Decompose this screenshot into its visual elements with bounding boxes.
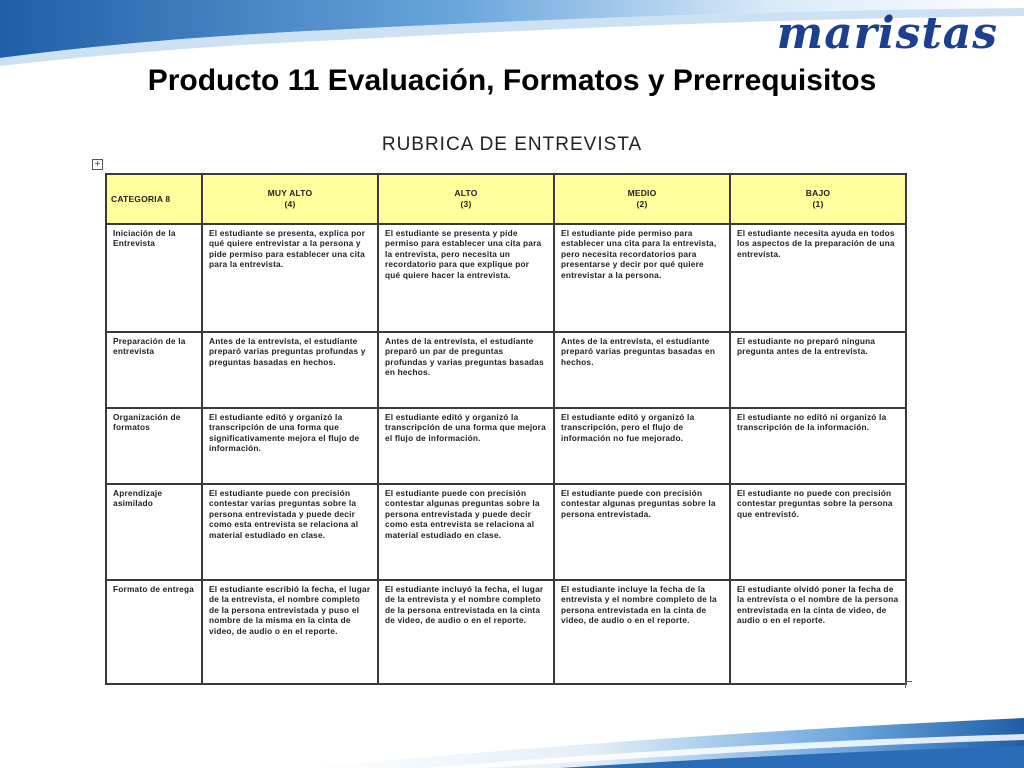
table-cell: Antes de la entrevista, el estudiante preparó un par de preguntas profundas y varias preguntas basadas en hechos. [378,332,554,408]
header-category: CATEGORIA 8 [106,174,202,224]
level-score: (3) [460,199,472,209]
table-cell: El estudiante escribió la fecha, el lugar de la entrevista, el nombre completo de la persona entrevistada y puso el nombre de la misma en la cinta de video, de audio o en el reporte. [202,580,378,684]
table-row [106,332,906,408]
table-cell: El estudiante no preparó ninguna pregunta antes de la entrevista. [730,332,906,408]
rubric-table [105,173,907,685]
level-name: MUY ALTO [267,188,313,198]
table-row [106,408,906,484]
table-cell: El estudiante puede con precisión contestar algunas preguntas sobre la persona entrevistada. [554,484,730,580]
table-row [106,224,906,332]
footer-wave-band [0,678,1024,768]
row-category: Formato de entrega [106,580,202,684]
header-level-4 [202,174,378,224]
table-row [106,580,906,684]
header-level-2 [554,174,730,224]
table-cell: El estudiante puede con precisión contestar varias preguntas sobre la persona entrevistada y puede decir como esta entrevista se relaciona al material estudiado en clase. [202,484,378,580]
table-cell: El estudiante incluyó la fecha, el lugar de la entrevista y el nombre completo de la persona entrevistada en la cinta de video, de audio o en el reporte. [378,580,554,684]
table-move-handle-icon[interactable]: + [92,159,103,170]
table-cell: El estudiante puede con precisión contestar algunas preguntas sobre la persona entrevistada y puede decir como esta entrevista se relaciona al material estudiado en clase. [378,484,554,580]
row-category: Aprendizaje asimilado [106,484,202,580]
row-category: Organización de formatos [106,408,202,484]
maristas-logo: maristas [776,8,998,59]
rubric-title [0,134,1024,156]
table-cell: Antes de la entrevista, el estudiante preparó varias preguntas basadas en hechos. [554,332,730,408]
table-cell: El estudiante pide permiso para establecer una cita para la entrevista, pero necesita recordatorios para presentarse y decir por qué quiere entrevistar a la persona. [554,224,730,332]
header-level-3 [378,174,554,224]
level-score: (2) [636,199,648,209]
table-cell: El estudiante incluye la fecha de la entrevista y el nombre completo de la persona entrevistada en la cinta de video, de audio o en el reporte. [554,580,730,684]
slide-title: Producto 11 Evaluación, Formatos y Prerrequisitos [147,64,877,97]
header-level-1 [730,174,906,224]
table-cell: El estudiante olvidó poner la fecha de la entrevista o el nombre de la persona entrevistada en la cinta de video, de audio o en el reporte. [730,580,906,684]
table-row [106,484,906,580]
row-category: Preparación de la entrevista [106,332,202,408]
table-cell: El estudiante editó y organizó la transcripción, pero el flujo de información no fue mejorado. [554,408,730,484]
rubric-header-row [106,174,906,224]
table-cell: Antes de la entrevista, el estudiante preparó varias preguntas profundas y preguntas basadas en hechos. [202,332,378,408]
table-cell: El estudiante no editó ni organizó la transcripción de la información. [730,408,906,484]
table-cell: El estudiante editó y organizó la transcripción de una forma que significativamente mejora el flujo de información. [202,408,378,484]
table-cell: El estudiante editó y organizó la transcripción de una forma que mejora el flujo de información. [378,408,554,484]
rubric-title-text: RUBRICA DE ENTREVISTA [381,134,643,155]
table-cell: El estudiante no puede con precisión contestar preguntas sobre la persona que entrevistó. [730,484,906,580]
level-name: ALTO [454,188,478,198]
level-name: BAJO [805,188,831,198]
table-cell: El estudiante necesita ayuda en todos los aspectos de la preparación de una entrevista. [730,224,906,332]
level-name: MEDIO [627,188,657,198]
table-cell: El estudiante se presenta, explica por qué quiere entrevistar a la persona y pide permiso para establecer una cita para la entrevista. [202,224,378,332]
level-score: (1) [812,199,824,209]
row-category: Iniciación de la Entrevista [106,224,202,332]
level-score: (4) [284,199,296,209]
table-cell: El estudiante se presenta y pide permiso para establecer una cita para la entrevista, pero necesita un recordatorio para que explique por qué quiere hacer la entrevista. [378,224,554,332]
